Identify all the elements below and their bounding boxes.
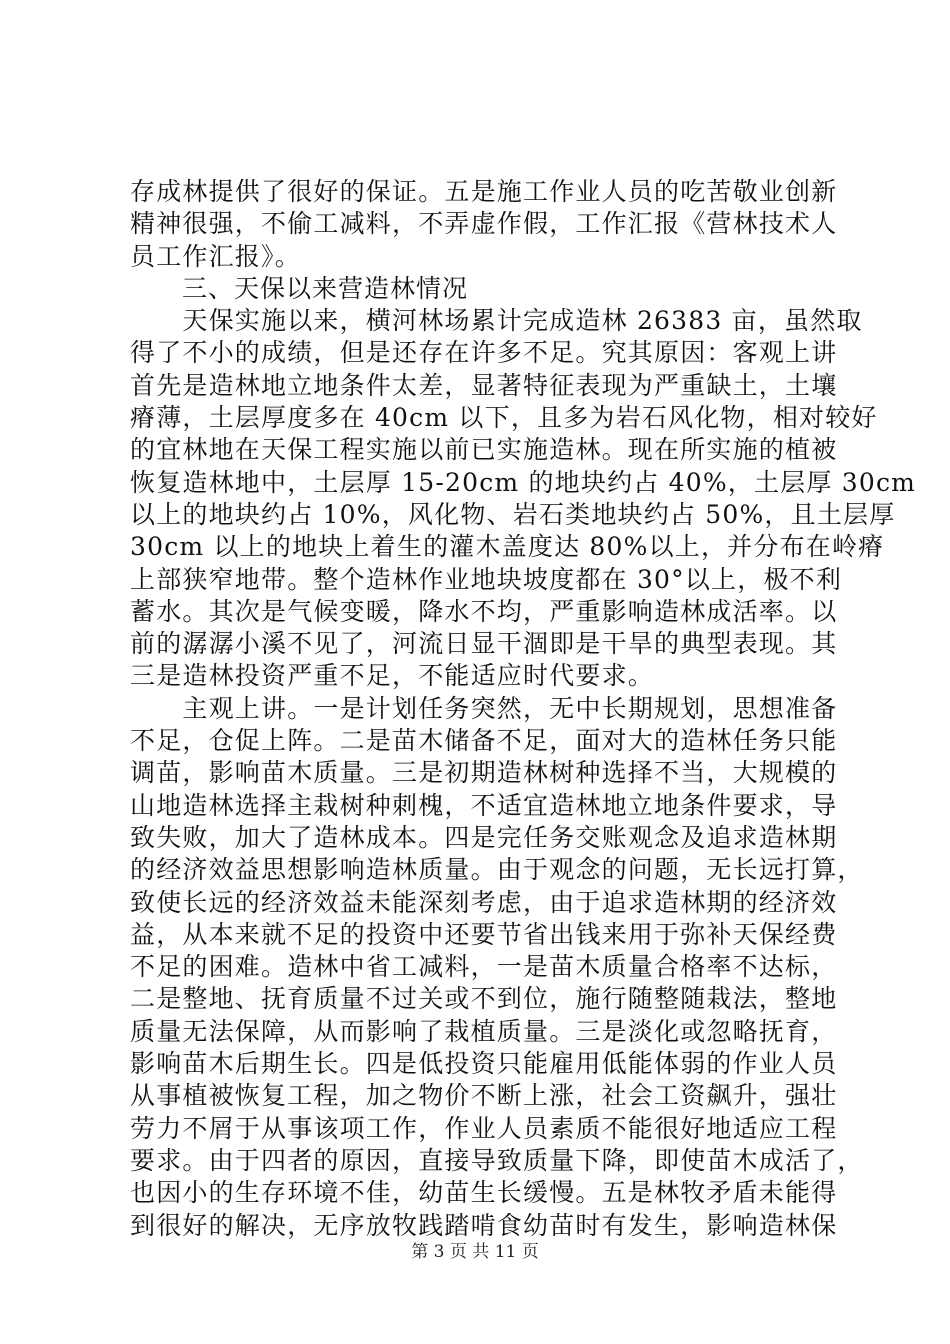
text-line: 以上的地块约占 10%，风化物、岩石类地块约占 50%，且土层厚 [130, 499, 896, 529]
text-line: 主观上讲。一是计划任务突然，无中长期规划，思想准备 [130, 693, 838, 723]
text-line: 山地造林选择主栽树种刺槐，不适宜造林地立地条件要求，导 [130, 790, 838, 820]
page-footer: 第 3 页 共 11 页 [411, 1242, 539, 1262]
text-line: 要求。由于四者的原因，直接导致质量下降，即使苗木成活了， [130, 1145, 864, 1175]
text-line: 首先是造林地立地条件太差，显著特征表现为严重缺土，土壤 [130, 370, 838, 400]
text-line: 上部狭窄地带。整个造林作业地块坡度都在 30°以上，极不利 [130, 564, 843, 594]
text-line: 员工作汇报》。 [130, 241, 301, 271]
text-line: 得了不小的成绩，但是还存在许多不足。究其原因：客观上讲 [130, 338, 838, 368]
text-line: 的经济效益思想影响造林质量。由于观念的问题，无长远打算， [130, 855, 864, 885]
text-line: 调苗，影响苗木质量。三是初期造林树种选择不当，大规模的 [130, 758, 838, 788]
text-line: 劳力不屑于从事该项工作，作业人员素质不能很好地适应工程 [130, 1113, 838, 1143]
text-line: 天保实施以来，横河林场累计完成造林 26383 亩，虽然取 [130, 306, 863, 336]
text-line: 精神很强，不偷工减料，不弄虚作假，工作汇报《营林技术人 [130, 209, 838, 239]
text-line: 瘠薄，土层厚度多在 40cm 以下，且多为岩石风化物，相对较好 [130, 403, 878, 433]
text-line: 30cm 以上的地块上着生的灌木盖度达 80%以上，并分布在岭瘠 [130, 532, 885, 562]
text-line: 也因小的生存环境不佳，幼苗生长缓慢。五是林牧矛盾未能得 [130, 1178, 838, 1208]
text-line: 蓄水。其次是气候变暖，降水不均，严重影响造林成活率。以 [130, 596, 838, 626]
text-line: 存成林提供了很好的保证。五是施工作业人员的吃苦敬业创新 [130, 177, 838, 206]
text-line: 不足的困难。造林中省工减料，一是苗木质量合格率不达标， [130, 952, 838, 982]
text-line: 到很好的解决，无序放牧践踏啃食幼苗时有发生，影响造林保 [130, 1210, 838, 1240]
text-line: 质量无法保障，从而影响了栽植质量。三是淡化或忽略抚育， [130, 1016, 838, 1046]
text-line: 益，从本来就不足的投资中还要节省出钱来用于弥补天保经费 [130, 919, 838, 949]
document-body [130, 176, 917, 1242]
text-line: 前的潺潺小溪不见了，河流日显干涸即是干旱的典型表现。其 [130, 629, 838, 659]
text-line: 致使长远的经济效益未能深刻考虑，由于追求造林期的经济效 [130, 887, 838, 917]
text-line: 三是造林投资严重不足，不能适应时代要求。 [130, 661, 655, 691]
text-line: 致失败，加大了造林成本。四是完任务交账观念及追求造林期 [130, 822, 838, 852]
text-line: 的宜林地在天保工程实施以前已实施造林。现在所实施的植被 [130, 435, 838, 465]
text-line: 三、天保以来营造林情况 [130, 273, 469, 303]
text-line: 影响苗木后期生长。四是低投资只能雇用低能体弱的作业人员 [130, 1049, 838, 1079]
text-line: 不足，仓促上阵。二是苗木储备不足，面对大的造林任务只能 [130, 726, 838, 756]
text-line: 恢复造林地中，土层厚 15-20cm 的地块约占 40%，土层厚 30cm [130, 467, 917, 497]
text-line: 从事植被恢复工程，加之物价不断上涨，社会工资飙升，强壮 [130, 1081, 838, 1111]
text-line: 二是整地、抚育质量不过关或不到位，施行随整随栽法，整地 [130, 984, 838, 1014]
